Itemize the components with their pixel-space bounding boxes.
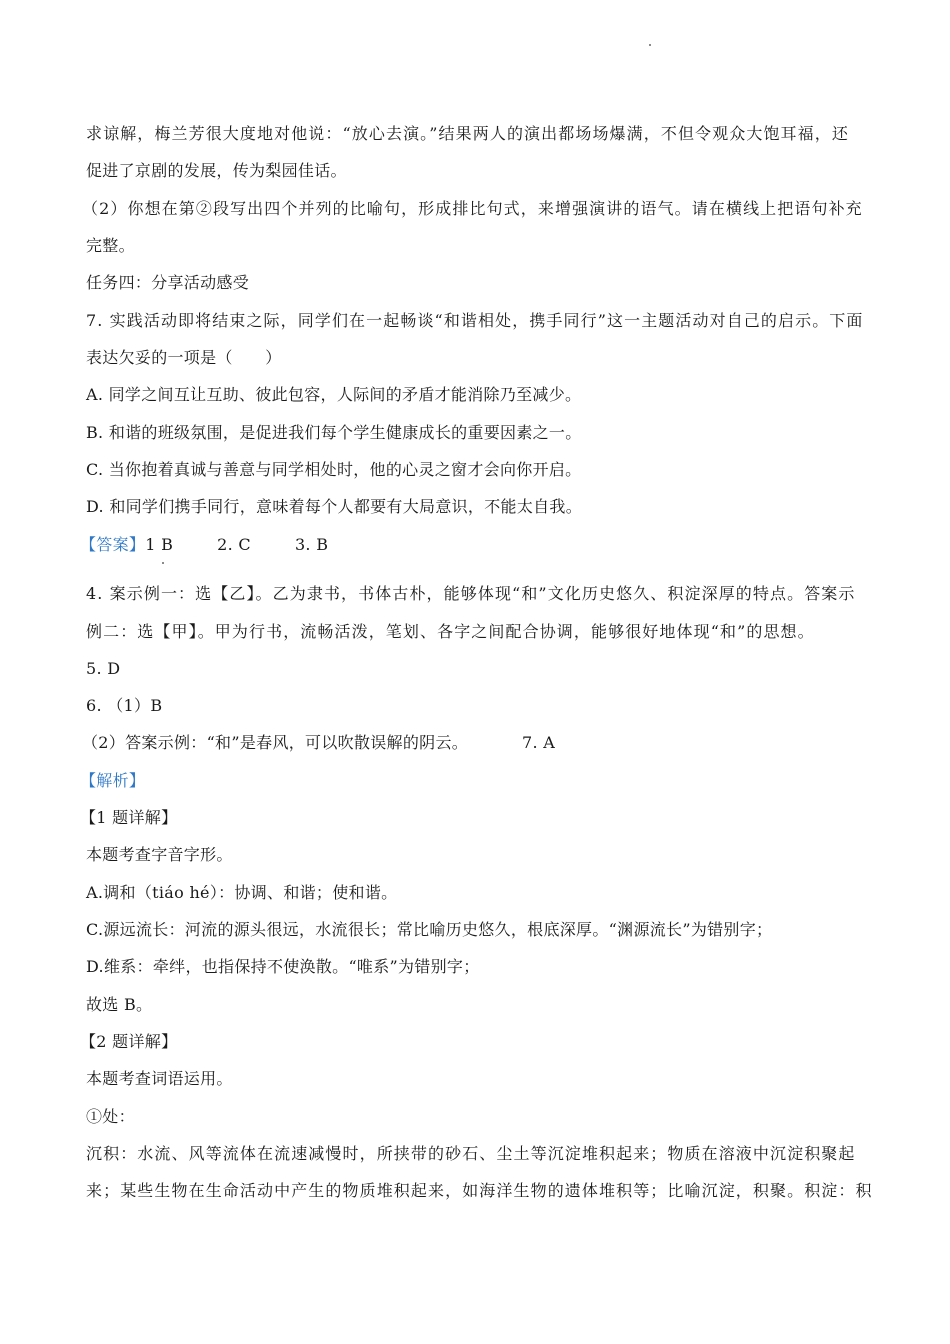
text-line: 本题考查字音字形。 [86, 845, 233, 864]
answer-line [80, 535, 328, 555]
text-line: 例二：选【甲】。甲为行书，流畅活泼，笔划、各字之间配合协调，能够很好地体现“和”的思想。 [86, 622, 815, 641]
text-line: 本题考查词语运用。 [86, 1069, 233, 1088]
text-line: 来；某些生物在生命活动中产生的物质堆积起来，如海洋生物的遗体堆积等；比喻沉淀，积聚。积淀：积 [86, 1181, 873, 1200]
answer-line [82, 733, 555, 753]
answer-item: 3. B [294, 535, 329, 554]
answer-item: 7. A [522, 733, 556, 752]
answer-item: 2. C [217, 535, 251, 554]
section-heading: 任务四：分享活动感受 [86, 273, 250, 292]
text-line: （2）你想在第②段写出四个并列的比喻句，形成排比句式，来增强演讲的语气。请在横线上把语句补充 [82, 199, 863, 218]
text-line: 4. 案示例一：选【乙】。乙为隶书，书体古朴，能够体现“和”文化历史悠久、积淀深厚的特点。答案示 [86, 584, 856, 603]
scan-dot [649, 44, 651, 46]
option-c: C. 当你抱着真诚与善意与同学相处时，他的心灵之窗才会向你开启。 [86, 460, 582, 479]
text-line: 促进了京剧的发展，传为梨园佳话。 [86, 161, 347, 180]
subsection-heading: 【2 题详解】 [80, 1032, 178, 1051]
text-line: 5. D [86, 659, 121, 678]
answer-tag: 【答案】 [80, 535, 146, 554]
option-b: B. 和谐的班级氛围，是促进我们每个学生健康成长的重要因素之一。 [86, 423, 582, 442]
text-line: 沉积：水流、风等流体在流速减慢时，所挟带的砂石、尘土等沉淀堆积起来；物质在溶液中沉淀积聚起 [86, 1144, 856, 1163]
text-line: A.调和（tiáo hé）：协调、和谐；使和谐。 [86, 883, 398, 902]
text-line: D.维系：牵绊，也指保持不使涣散。“唯系”为错别字； [86, 957, 480, 976]
text-line: 6. （1）B [86, 696, 163, 715]
text-line: 故选 B。 [86, 995, 153, 1014]
text-line: 完整。 [86, 236, 135, 255]
option-d: D. 和同学们携手同行，意味着每个人都要有大局意识，不能太自我。 [86, 497, 583, 516]
subsection-heading: 【1 题详解】 [80, 808, 178, 827]
answer-item: 1 B [145, 535, 174, 554]
option-a: A. 同学之间互让互助、彼此包容，人际间的矛盾才能消除乃至减少。 [86, 385, 582, 404]
analysis-tag: 【解析】 [80, 771, 146, 790]
text-line: 求谅解，梅兰芳很大度地对他说：“放心去演。”结果两人的演出都场场爆满，不但令观众大饱耳福，还 [86, 124, 849, 143]
text-line: 表达欠妥的一项是（ ） [86, 348, 282, 367]
answer-text: （2）答案示例：“和”是春风，可以吹散误解的阴云。 [82, 733, 469, 752]
text-line: ①处： [86, 1107, 135, 1126]
question-7: 7. 实践活动即将结束之际，同学们在一起畅谈“和谐相处，携手同行”这一主题活动对自己的启示。下面 [86, 311, 864, 330]
text-line: C.源远流长：河流的源头很远，水流很长；常比喻历史悠久，根底深厚。“渊源流长”为错别字； [86, 920, 773, 939]
scan-dot [162, 562, 164, 564]
